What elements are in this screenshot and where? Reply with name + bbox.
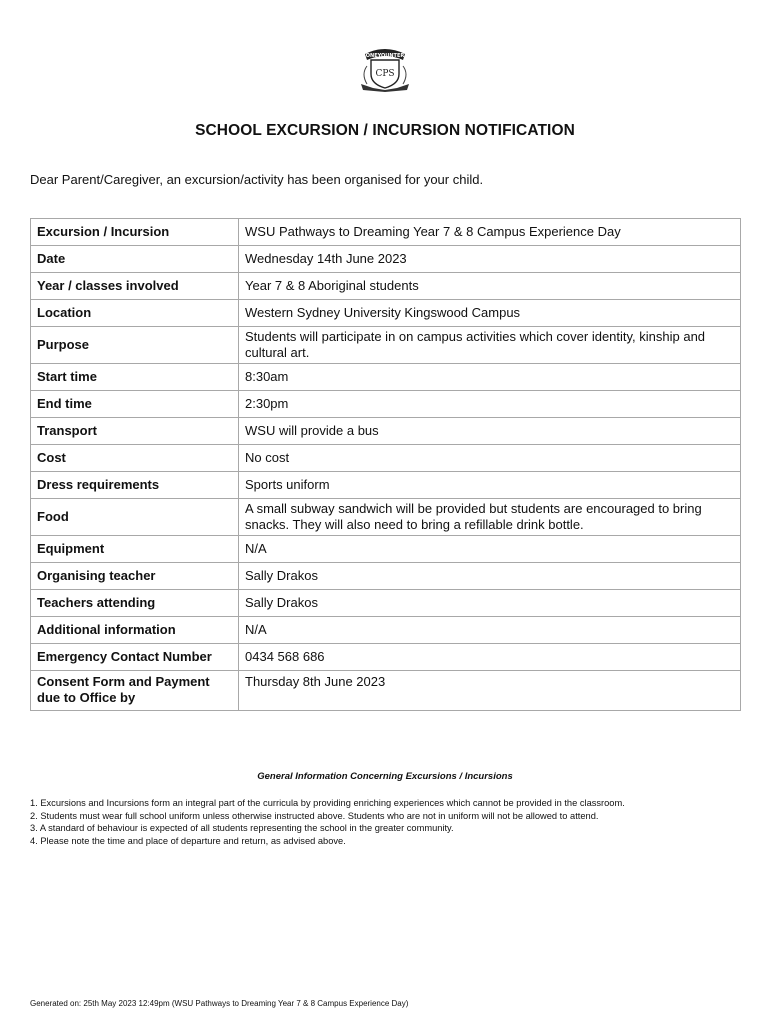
school-crest-logo (357, 44, 413, 92)
row-value: Students will participate in on campus activities which cover identity, kinship and cultural art. (239, 327, 741, 364)
row-value: Sports uniform (239, 472, 741, 499)
row-value: Year 7 & 8 Aboriginal students (239, 273, 741, 300)
row-value: 8:30am (239, 364, 741, 391)
row-label: Year / classes involved (31, 273, 239, 300)
row-value: Sally Drakos (239, 590, 741, 617)
row-label: Consent Form and Payment due to Office by (31, 671, 239, 711)
row-label: Transport (31, 418, 239, 445)
crest-initials-text: CPS (375, 69, 395, 79)
generated-footer: Generated on: 25th May 2023 12:49pm (WSU Pathways to Dreaming Year 7 & 8 Campus Experience Day) (30, 999, 409, 1008)
list-item: 2. Students must wear full school uniform unless otherwise instructed above. Students who are not in uniform will not be allowed to attend. (30, 810, 599, 821)
row-value: 2:30pm (239, 391, 741, 418)
row-label: Start time (31, 364, 239, 391)
row-value: No cost (239, 445, 741, 472)
row-label: Location (31, 300, 239, 327)
table-row (31, 246, 741, 273)
page-title: SCHOOL EXCURSION / INCURSION NOTIFICATION (195, 122, 575, 139)
table-row (31, 273, 741, 300)
table-row (31, 300, 741, 327)
table-row (31, 617, 741, 644)
row-value: Thursday 8th June 2023 (239, 671, 741, 711)
crest-motto-text: ONEYOUNTER (365, 53, 405, 59)
row-value: Sally Drakos (239, 563, 741, 590)
row-label: Date (31, 246, 239, 273)
row-label: Purpose (31, 327, 239, 364)
row-label: Organising teacher (31, 563, 239, 590)
table-row (31, 327, 741, 364)
list-item: 3. A standard of behaviour is expected of all students representing the school in the greater community. (30, 823, 454, 833)
table-row (31, 472, 741, 499)
row-label: Teachers attending (31, 590, 239, 617)
table-row (31, 536, 741, 563)
table-row (31, 418, 741, 445)
table-row (31, 219, 741, 246)
table-row (31, 563, 741, 590)
table-row (31, 590, 741, 617)
table-row (31, 445, 741, 472)
crest-emblem-icon (357, 44, 413, 92)
row-value: WSU will provide a bus (239, 418, 741, 445)
intro-text: Dear Parent/Caregiver, an excursion/activity has been organised for your child. (30, 172, 484, 187)
row-label: End time (31, 391, 239, 418)
row-label: Additional information (31, 617, 239, 644)
table-row (31, 391, 741, 418)
row-value: 0434 568 686 (239, 644, 741, 671)
row-value: Wednesday 14th June 2023 (239, 246, 741, 273)
row-label: Emergency Contact Number (31, 644, 239, 671)
general-information-list (30, 797, 625, 847)
table-row (31, 364, 741, 391)
row-label: Equipment (31, 536, 239, 563)
list-item: 4. Please note the time and place of departure and return, as advised above. (30, 835, 346, 846)
row-value: N/A (239, 617, 741, 644)
row-value: A small subway sandwich will be provided but students are encouraged to bring snacks. They will also need to bring a refillable drink bottle. (239, 499, 741, 536)
general-information-heading: General Information Concerning Excursions / Incursions (257, 771, 513, 782)
table-row (31, 499, 741, 536)
list-item: 1. Excursions and Incursions form an integral part of the curricula by providing enriching experiences which cannot be provided in the classroom. (30, 798, 625, 808)
row-label: Food (31, 499, 239, 536)
row-value: Western Sydney University Kingswood Campus (239, 300, 741, 327)
excursion-details-table (30, 218, 741, 711)
row-value: N/A (239, 536, 741, 563)
table-row (31, 644, 741, 671)
row-label: Dress requirements (31, 472, 239, 499)
row-label: Excursion / Incursion (31, 219, 239, 246)
row-value: WSU Pathways to Dreaming Year 7 & 8 Campus Experience Day (239, 219, 741, 246)
row-label: Cost (31, 445, 239, 472)
table-row (31, 671, 741, 711)
